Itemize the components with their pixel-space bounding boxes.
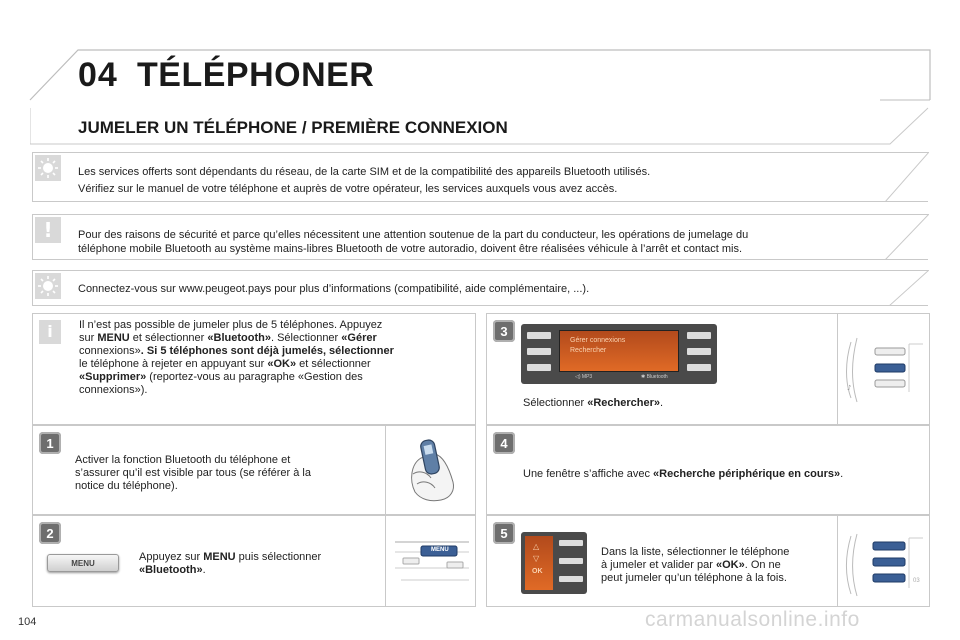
step-text-line: Sélectionner «Rechercher». [523, 397, 664, 409]
radio-footer-left: ◁) MP3 [575, 374, 593, 380]
step-text-line: Dans la liste, sélectionner le téléphone [601, 546, 790, 558]
note-line: téléphone mobile Bluetooth au système mains-libres Bluetooth de votre autoradio, doivent être réalisées véhicule à l’arrêt et contact mis. [78, 243, 743, 255]
info-text-line: «Supprimer» (reportez-vous au paragraphe «Gestion des [79, 371, 363, 383]
step-1-panel [32, 425, 476, 515]
radio-button[interactable] [559, 558, 583, 564]
ok-label: OK [532, 568, 543, 575]
step-text-line: «Bluetooth». [139, 564, 206, 576]
chapter-title: TÉLÉPHONER [137, 56, 375, 94]
step-3-panel [486, 313, 930, 425]
note-line: Connectez-vous sur www.peugeot.pays pour plus d’informations (compatibilité, aide complémentaire, ...). [78, 283, 590, 295]
radio-screen [559, 330, 679, 372]
note-network-services [32, 152, 928, 202]
step-5-panel [486, 515, 930, 607]
info-icon: i [39, 320, 61, 344]
step-text-line: s’assurer qu’il est visible par tous (se référer à la [75, 467, 311, 479]
note-line: Les services offerts sont dépendants du réseau, de la carte SIM et de la compatibilité des appareils Bluetooth utilisés. [78, 166, 651, 178]
orange-screen [525, 536, 553, 590]
menu-button-label: MENU [71, 558, 95, 568]
radio-display-unit [521, 324, 717, 384]
down-arrow-icon: ▽ [533, 554, 540, 563]
info-text-line: Il n’est pas possible de jumeler plus de 5 téléphones. Appuyez [79, 319, 383, 331]
step-number-badge: 4 [493, 432, 515, 454]
step-2-panel [32, 515, 476, 607]
screen-line: Gérer connexions [570, 337, 626, 344]
info-panel [32, 313, 476, 425]
radio-button[interactable] [527, 348, 551, 355]
dashboard-buttons-illustration [843, 332, 927, 406]
info-text-line: connexions». Si 5 téléphones sont déjà jumelés, sélectionner [79, 345, 394, 357]
radio-ok-unit [521, 532, 587, 594]
watermark: carmanualsonline.info [645, 608, 860, 631]
step-text-line: à jumeler et valider par «OK». On ne [601, 559, 781, 571]
note-line: Pour des raisons de sécurité et parce qu’elles nécessitent une attention soutenue de la part du conducteur, les opérations de jumelage du [78, 229, 749, 241]
warning-icon: ! [35, 217, 61, 243]
svg-text:♪: ♪ [847, 384, 852, 392]
note-corner [885, 152, 929, 202]
dashboard-menu-illustration [391, 528, 473, 596]
dashboard-code-label: 03 [913, 578, 920, 584]
step-number-badge: 1 [39, 432, 61, 454]
radio-button[interactable] [559, 540, 583, 546]
step-text-line: Une fenêtre s’affiche avec «Recherche périphérique en cours». [523, 468, 844, 480]
phone-in-hand-icon [401, 434, 467, 504]
step-4-panel [486, 425, 930, 515]
chapter-number: 04 [78, 56, 118, 94]
step-text-line: Appuyez sur MENU puis sélectionner [139, 551, 322, 563]
step-number-badge: 2 [39, 522, 61, 544]
note-corner [885, 214, 929, 260]
step-text-line: notice du téléphone). [75, 480, 178, 492]
step-number-badge: 3 [493, 320, 515, 342]
step-text-line: peut jumeler qu’un téléphone à la fois. [601, 572, 787, 584]
radio-button[interactable] [687, 364, 711, 371]
step-number-badge: 5 [493, 522, 515, 544]
note-safety-warning [32, 214, 928, 260]
radio-footer-right: ✱ Bluetooth [641, 374, 668, 380]
menu-button[interactable] [47, 554, 119, 572]
radio-button[interactable] [527, 332, 551, 339]
step-text-line: Activer la fonction Bluetooth du téléphone et [75, 454, 291, 466]
screen-line: Rechercher [570, 347, 607, 354]
radio-button[interactable] [527, 364, 551, 371]
up-arrow-icon: △ [533, 542, 540, 551]
section-title: JUMELER UN TÉLÉPHONE / PREMIÈRE CONNEXION [78, 118, 508, 137]
radio-button[interactable] [687, 332, 711, 339]
dashboard-ok-illustration [843, 530, 927, 600]
dashboard-menu-label: MENU [431, 547, 449, 553]
radio-button[interactable] [559, 576, 583, 582]
radio-button[interactable] [687, 348, 711, 355]
tip-icon [35, 273, 61, 299]
info-text-line: sur MENU et sélectionner «Bluetooth». Sélectionner «Gérer [79, 332, 377, 344]
note-line: Vérifiez sur le manuel de votre téléphone et auprès de votre opérateur, les services auxquels vous avez accès. [78, 183, 618, 195]
note-website [32, 270, 928, 306]
info-text-line: le téléphone à rejeter en appuyant sur «OK» et sélectionner [79, 358, 371, 370]
tip-icon [35, 155, 61, 181]
note-corner [889, 270, 929, 306]
info-text-line: connexions»). [79, 384, 148, 396]
page-number: 104 [18, 616, 37, 628]
